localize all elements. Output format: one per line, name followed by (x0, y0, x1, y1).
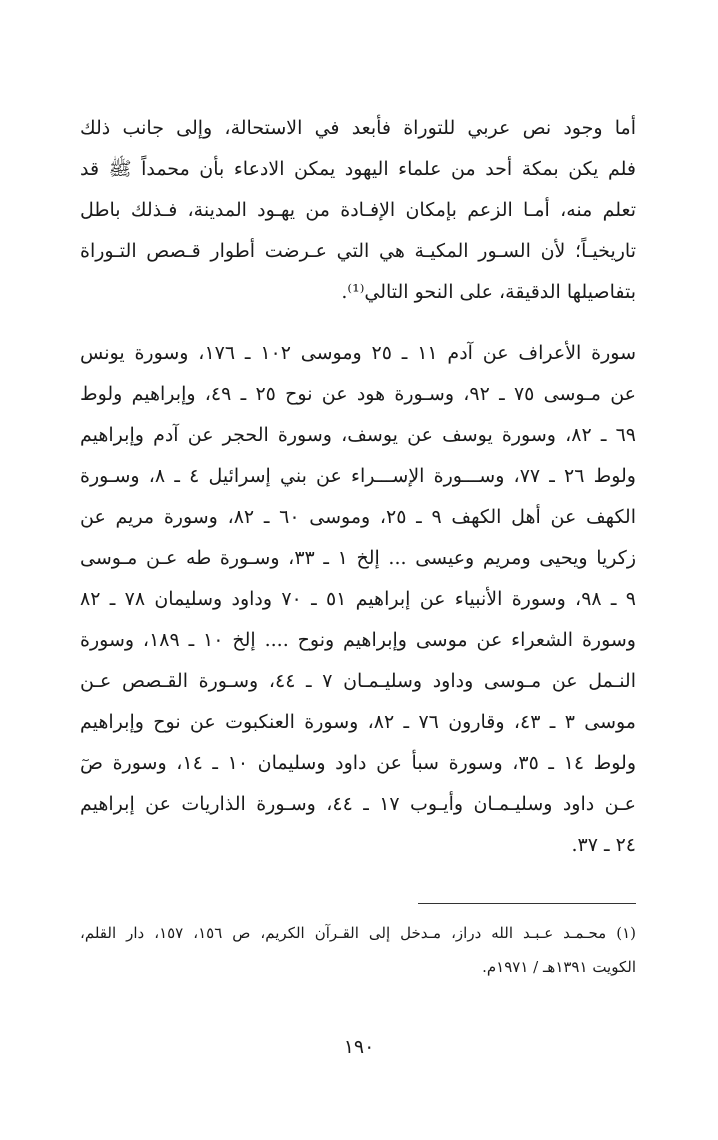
paragraph-line: تاريخيـاً؛ لأن السـور المكيـة هي التي عـرضت أطوار قـصص التـوراة (80, 240, 636, 262)
paragraph-1 (80, 108, 636, 313)
paragraph-line: ولوط ١٤ ـ ٣٥، وسورة سبأ عن داود وسليمان ١٠ ـ ١٤، وسورة صٓ (80, 752, 637, 774)
paragraph-line: سورة الأعراف عن آدم ١١ ـ ٢٥ وموسى ١٠٢ ـ ١٧٦، وسورة يونس (80, 342, 636, 364)
paragraph-line: موسى ٣ ـ ٤٣، وقارون ٧٦ ـ ٨٢، وسورة العنكبوت عن نوح وإبراهيم (80, 711, 636, 733)
paragraph-line: فلم يكن بمكة أحد من علماء اليهود يمكن الادعاء بأن محمداً ﷺ قد (80, 158, 636, 180)
paragraph-line: النـمل عن مـوسى وداود وسليـمـان ٧ ـ ٤٤، وسـورة القـصص عـن (80, 670, 636, 692)
page-number: ١٩٠ (343, 1036, 375, 1058)
paragraph-line: تعلم منه، أمـا الزعم بإمكان الإفـادة من يهـود المدينة، فـذلك باطل (80, 199, 636, 221)
paragraph-line: زكريا ويحيى ومريم وعيسى ... إلخ ١ ـ ٣٣، وسـورة طه عـن مـوسى (80, 547, 636, 569)
paragraph-line: ٢٤ ـ ٣٧. (571, 834, 636, 856)
paragraph-line: وسورة الشعراء عن موسى وإبراهيم ونوح .... إلخ ١٠ ـ ١٨٩، وسورة (80, 629, 636, 651)
paragraph-line: بتفاصيلها الدقيقة، على النحو التالي⁽¹⁾. (341, 281, 636, 303)
footnote-line: الكويت ١٣٩١هـ / ١٩٧١م. (482, 958, 636, 976)
paragraph-line: ٩ ـ ٩٨، وسورة الأنبياء عن إبراهيم ٥١ ـ ٧٠ وداود وسليمان ٧٨ ـ ٨٢ (80, 588, 637, 610)
footnote-line: (١) محـمـد عـبـد الله دراز، مـدخل إلى القـرآن الكريم، ص ١٥٦، ١٥٧، دار القلم، (80, 924, 636, 942)
paragraph-line: أما وجود نص عربي للتوراة فأبعد في الاستحالة، وإلى جانب ذلك (80, 117, 636, 139)
paragraph-line: عـن داود وسليـمـان وأيـوب ١٧ ـ ٤٤، وسـورة الذاريات عن إبراهيم (80, 793, 636, 815)
paragraph-line: ولوط ٢٦ ـ ٧٧، وســـورة الإســـراء عن بني إسرائيل ٤ ـ ٨، وسـورة (80, 465, 636, 487)
footnote (80, 916, 636, 984)
paragraph-line: عن مـوسى ٧٥ ـ ٩٢، وسـورة هود عن نوح ٢٥ ـ ٤٩، وإبراهيم ولوط (80, 383, 637, 405)
paragraph-2 (80, 333, 636, 866)
footnote-divider (418, 903, 636, 904)
paragraph-line: ٦٩ ـ ٨٢، وسورة يوسف عن يوسف، وسورة الحجر عن آدم وإبراهيم (80, 424, 636, 446)
paragraph-line: الكهف عن أهل الكهف ٩ ـ ٢٥، وموسى ٦٠ ـ ٨٢، وسورة مريم عن (80, 506, 636, 528)
